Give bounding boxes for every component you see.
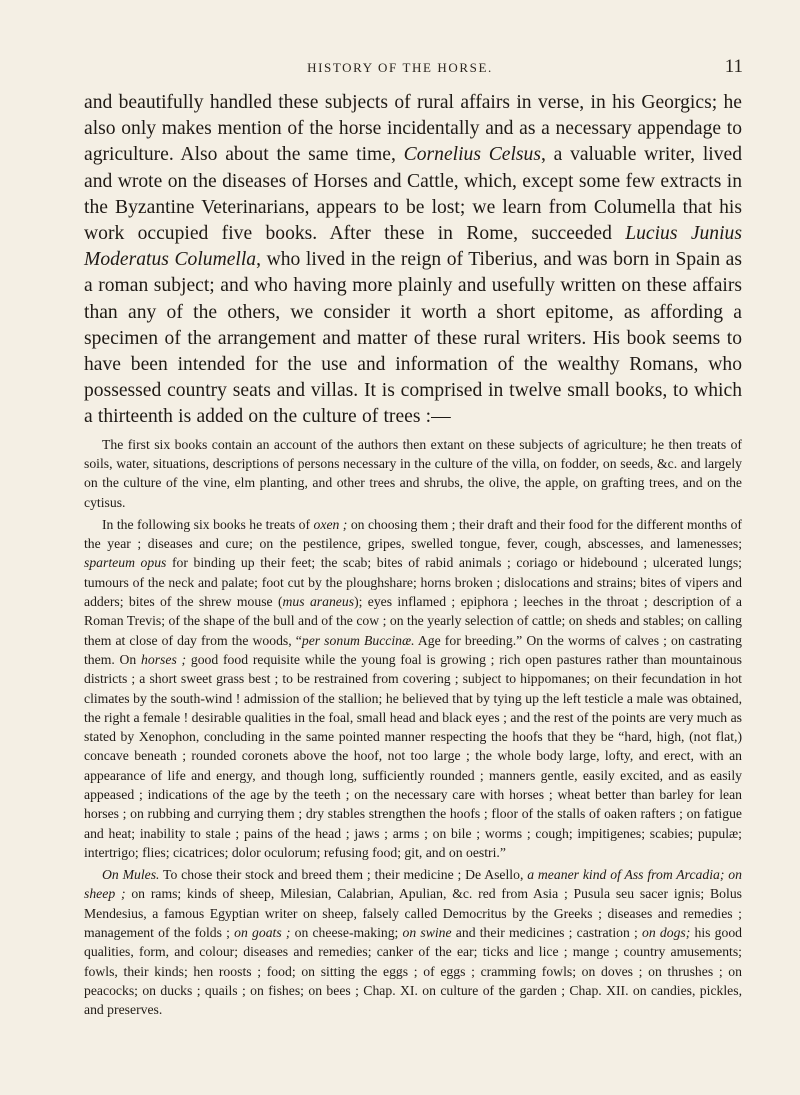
body-text [84, 90, 742, 1020]
running-head [0, 58, 800, 80]
paragraph-intro: and beautifully handled these subjects of rural affairs in verse, in his Georgics; he also only makes mention of the horse incidentally and as a necessary appendage to agriculture. Also about the same time, Cornelius Celsus, a valuable writer, lived and wrote on the diseases of Horses and Cattle, which, except some few extracts in the Byzantine Veterinarians, appears to be lost; we learn from Columella that his work occupied five books. After these in Rome, succeeded Lucius Junius Moderatus Columella, who lived in the reign of Tiberius, and was born in Spain as a roman subject; and who having more plainly and usefully written on these affairs than any of the others, we consider it worth a short epitome, as affording a specimen of the arrangement and matter of these rural writers. His book seems to have been intended for the use and information of the wealthy Romans, who possessed country seats and villas. It is comprised in twelve small books, to which a thirteenth is added on the culture of trees :— [84, 92, 743, 428]
paragraph-oxen-horses: In the following six books he treats of oxen ; on choosing them ; their draft and their food for the different months of the year ; diseases and cure; on the pestilence, gripes, swelled tongue, fever, cough, abscesses, and lamenesses; sparteum opus for binding up their feet; the scab; bites of rabid animals ; coriago or hidebound ; ulcerated lungs; tumours of the neck and palate; foot cut by the ploughshare; horns broken ; dislocations and strains; bites of vipers and adders; bites of the shrew mouse (mus araneus); eyes inflamed ; epiphora ; leeches in the throat ; description of a Roman Trevis; of the shape of the bull and of the cow ; on the yearly selection of cattle; on sheds and stables; on calling them at close of day from the woods, “per sonum Buccinæ. Age for breeding.” On the worms of calves ; on castrating them. On horses ; good food requisite while the young foal is growing ; rich open pastures rather than mountainous districts ; a short sweet grass best ; to be restrained from covering ; subject to hippomanes; on their fecundation in hot climates by the south-wind ! admission of the stallion; he believed that by tying up the left testicle a male was obtained, the right a female ! desirable qualities in the foal, small head and black eyes ; and the rest of the points are very much as stated by Xenophon, concluding in the same pointed manner respecting the hoofs that they be “hard, high, (not flat,) concave beneath ; rounded coronets above the hoof, not too large ; the whole body large, lofty, and erect, with an appearance of life and energy, and though long, sufficiently rounded ; manners gentle, easily excited, and as easily appeased ; indications of the age by the teeth ; on the necessary care with horses ; wheat better than barley for lean horses ; on rubbing and currying them ; dry stables strengthen the hoofs ; floor of the stalls of oaken rafters ; on fatigue and heat; inability to stale ; pains of the head ; jaws ; arms ; on bile ; worms ; cough; impitigenes; scabies; pupulæ; intertrigo; flies; cicatrices; dolor oculorum; refusing food; git, and on oestri.” [84, 516, 742, 860]
paragraph-mules-etc: On Mules. To chose their stock and breed them ; their medicine ; De Asello, a meaner kind of Ass from Arcadia; on sheep ; on rams; kinds of sheep, Milesian, Calabrian, Apulian, &c. red from Asia ; Pusula seu sacer ignis; Bolus Mendesius, a famous Egyptian writer on sheep, falsely called Democritus by the Greeks ; diseases and remedies ; management of the folds ; on goats ; on cheese-making; on swine and their medicines ; castration ; on dogs; his good qualities, form, and colour; diseases and remedies; canker of the ear; ticks and lice ; mange ; country amusements; fowls, their kinds; hen roosts ; food; on sitting the eggs ; of eggs ; cramming fowls; on doves ; on thrushes ; on peacocks; on ducks ; quails ; on fishes; on bees ; Chap. XI. on culture of the garden ; Chap. XII. on candies, pickles, and preserves. [84, 867, 743, 1018]
running-title: HISTORY OF THE HORSE. [307, 60, 493, 75]
page-number: 11 [724, 56, 743, 77]
paragraph-first-six-books: The first six books contain an account of the authors then extant on these subjects of agriculture; he then treats of soils, water, situations, descriptions of persons necessary in the culture of the villa, on fodder, on seeds, &c. and largely on the culture of the vine, elm planting, and other trees and shrubs, the olive, the apple, on grafting trees, and on the cytisus. [84, 436, 742, 510]
